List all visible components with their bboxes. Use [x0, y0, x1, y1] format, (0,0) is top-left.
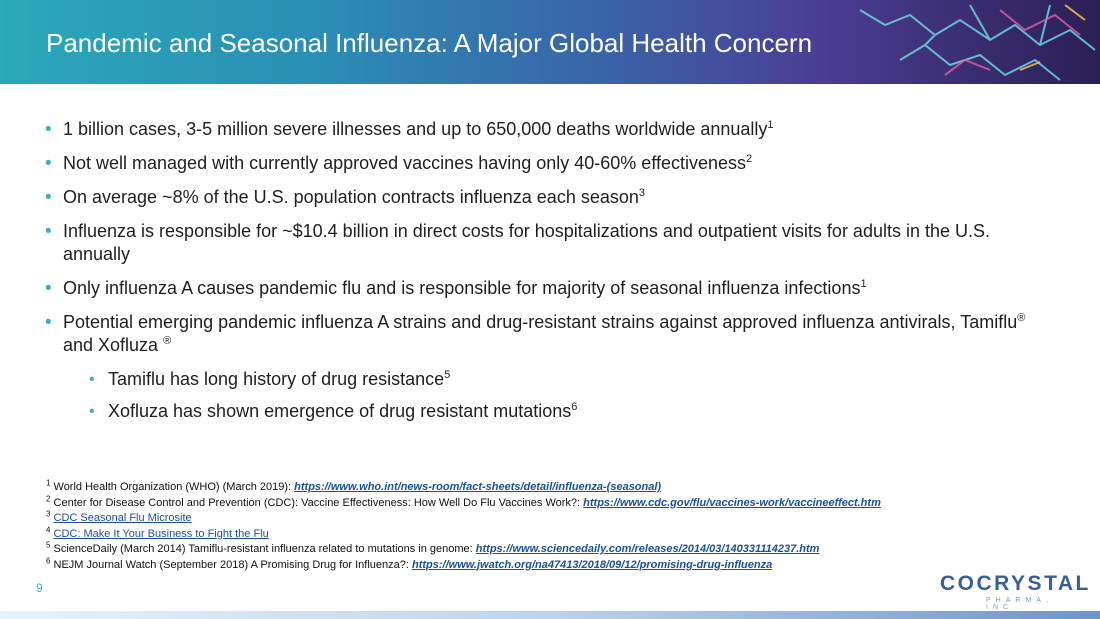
page-title: Pandemic and Seasonal Influenza: A Major Global Health Concern	[46, 28, 813, 58]
page-number: 9	[36, 581, 43, 595]
reference-link[interactable]: CDC Seasonal Flu Microsite	[53, 512, 192, 524]
reference-item: $^4$ CDC: Make It Your Business to Fight the Flu	[46, 524, 269, 540]
logo-wordmark: COCRYSTAL	[940, 572, 1091, 595]
references	[46, 480, 881, 573]
logo-subtitle: PHARMA, INC	[986, 597, 1053, 611]
title-banner	[0, 0, 1100, 84]
reference-link[interactable]: https://www.cdc.gov/flu/vaccines-work/vaccineeffect.htm	[583, 496, 881, 509]
bullet-item: • Only influenza A causes pandemic flu and is responsible for majority of seasonal influenza infections$^1$	[45, 277, 1055, 300]
reference-link[interactable]: https://www.sciencedaily.com/releases/2014/03/140331114237.htm	[475, 543, 820, 555]
reference-item: $^3$ CDC Seasonal Flu Microsite	[46, 509, 192, 524]
bullet-item: • Not well managed with currently approved vaccines having only 40-60% effectiveness$^2$	[45, 152, 1055, 175]
reference-item: $^5$ ScienceDaily (March 2014) Tamiflu-resistant influenza related to mutations in genome: https://www.sciencedaily.com/releases/2014/03/140331114237.htm	[46, 540, 820, 555]
sub-bullet-item: • Tamiflu has long history of drug resistance$^5$	[45, 368, 1055, 391]
bullet-item: • Influenza is responsible for ~$10.4 billion in direct costs for hospitalizations and outpatient visits for adults in the U.S. annually	[45, 220, 1055, 266]
reference-item: $^2$ Center for Disease Control and Prevention (CDC): Vaccine Effectiveness: How Well Do Flu Vaccines Work?: https://www.cdc.gov/flu/vaccines-work/vaccineeffect.htm	[46, 493, 881, 509]
reference-link[interactable]: https://www.who.int/news-room/fact-sheets/detail/influenza-(seasonal)	[294, 481, 662, 493]
reference-link[interactable]: CDC: Make It Your Business to Fight the Flu	[53, 527, 269, 540]
reference-item: $^6$ NEJM Journal Watch (September 2018) A Promising Drug for Influenza?: https://www.jwatch.org/na47413/2018/09/12/promising-drug-influenza	[46, 555, 773, 571]
bullet-item: • Potential emerging pandemic influenza A strains and drug-resistant strains against approved influenza antivirals, Tamiflu® and Xofluza ®	[45, 311, 1055, 357]
reference-link[interactable]: https://www.jwatch.org/na47413/2018/09/12/promising-drug-influenza	[412, 558, 773, 571]
molecule-graphic-icon	[840, 0, 1100, 84]
company-logo	[940, 572, 1091, 611]
reference-item: $^1$ World Health Organization (WHO) (March 2019): https://www.who.int/news-room/fact-sheets/detail/influenza-(seasonal)	[46, 478, 662, 493]
footer-bar	[0, 611, 1100, 619]
bullet-list	[45, 118, 1055, 432]
sub-bullet-item: • Xofluza has shown emergence of drug resistant mutations$^6$	[45, 400, 1055, 423]
bullet-item: • 1 billion cases, 3-5 million severe illnesses and up to 650,000 deaths worldwide annually$^1$	[45, 118, 1055, 141]
bullet-item: • On average ~8% of the U.S. population contracts influenza each season$^3$	[45, 186, 1055, 209]
